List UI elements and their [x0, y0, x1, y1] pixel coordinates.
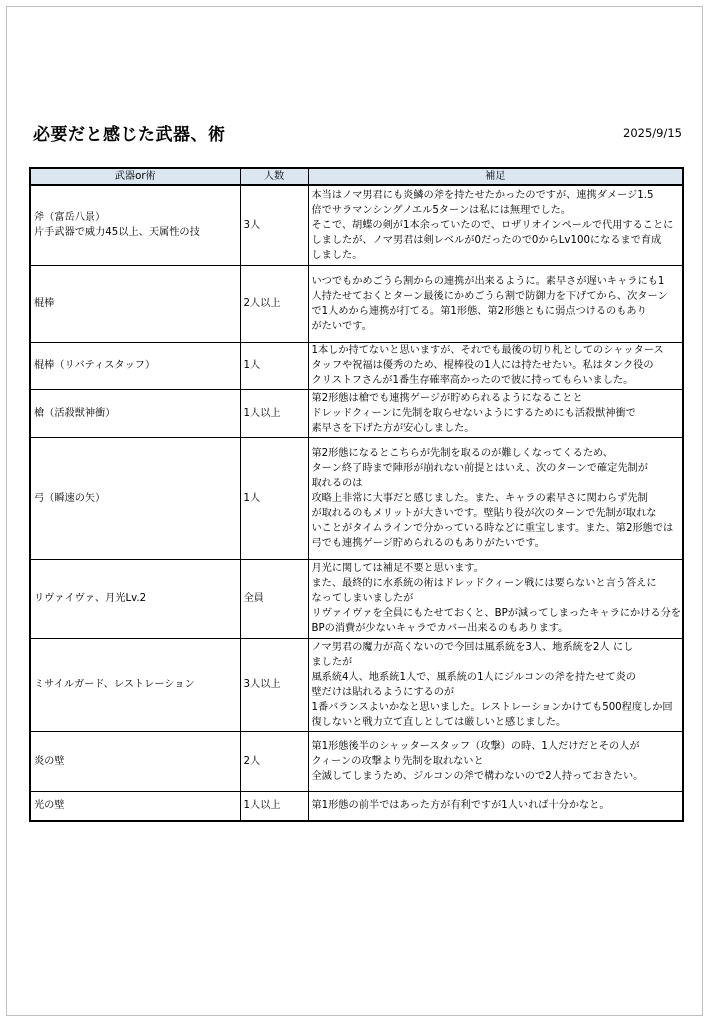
- note-line: 第2形態は槍でも連携ゲージが貯められるようになることと: [311, 392, 583, 404]
- table-row: [30, 185, 683, 265]
- weapon-line: 槍（活殺獣神衝）: [34, 407, 116, 419]
- weapon-line: 弓（瞬速の矢）: [34, 492, 106, 504]
- note-line: 全滅してしまうため、ジルコンの斧で構わないので2人持っておきたい。: [311, 770, 644, 782]
- header-count: 人数: [240, 168, 308, 185]
- note-line: 第1形態の前半ではあった方が有利ですが1人いれば十分かなと。: [311, 800, 610, 812]
- cell-count: 3人以上: [240, 638, 308, 731]
- cell-weapon: [30, 342, 240, 389]
- note-line: リヴァイヴァを全員にもたせておくと、BPが減ってしまったキャラにかける分を: [311, 608, 681, 619]
- cell-note: [308, 731, 683, 791]
- cell-note: [308, 638, 683, 731]
- note-line: 素早さを下げた方が安心しました。: [311, 422, 475, 434]
- weapon-line: 斧（富岳八景）: [34, 212, 106, 224]
- note-line: 風系統4人、地系統1人で、風系統の1人にジルコンの斧を持たせて炎の: [311, 671, 637, 683]
- note-line: しました。: [311, 249, 363, 261]
- table-row: [30, 638, 683, 731]
- note-line: 本当はノマ男君にも炎鱗の斧を持たせたかったのですが、連携ダメージ1.5: [311, 189, 654, 201]
- note-line: そこで、胡蝶の剣が1本余っていたので、ロザリオインペールで代用することに: [311, 219, 674, 231]
- note-line: いつでもかめごうら割からの連携が出来るように。素早さが遅いキャラにも1: [311, 275, 665, 287]
- cell-note: [308, 265, 683, 342]
- note-line: 1番バランスよいかなと思いました。レストレーションかけても500程度しか回: [311, 701, 673, 713]
- weapon-line: 片手武器で威力45以上、天属性の技: [34, 227, 200, 239]
- cell-weapon: [30, 791, 240, 821]
- cell-count: 1人以上: [240, 791, 308, 821]
- cell-count: 2人: [240, 731, 308, 791]
- weapon-line: 炎の壁: [34, 755, 65, 767]
- cell-note: [308, 185, 683, 265]
- header-weapon: 武器or術: [30, 168, 240, 185]
- cell-count: 3人: [240, 185, 308, 265]
- note-line: で1人めから連携が打てる。第1形態、第2形態ともに弱点つけるのもあり: [311, 305, 647, 317]
- cell-note: [308, 342, 683, 389]
- cell-weapon: [30, 185, 240, 265]
- table-header-row: [30, 168, 683, 185]
- note-line: タッフや祝福は優秀のため、棍棒役の1人には持たせたい。私はタンク役の: [311, 360, 654, 371]
- table-row: [30, 731, 683, 791]
- note-line: なってしまいましたが: [311, 593, 414, 604]
- note-line: 復しないと戦力立て直しとしては厳しいと感じました。: [311, 716, 567, 728]
- note-line: また、最終的に水系統の術はドレッドクィーン戦には要らないと言う答えに: [311, 578, 657, 589]
- note-line: ましたが: [311, 656, 353, 668]
- note-line: 取れるのは: [311, 477, 363, 489]
- cell-weapon: [30, 731, 240, 791]
- cell-note: [308, 559, 683, 638]
- table-row: [30, 437, 683, 559]
- note-line: 月光に関しては補足不要と思います。: [311, 563, 484, 574]
- note-line: 倍でサラマンシングノエル5ターンは私には無理でした。: [311, 204, 572, 216]
- note-line: 人持たせておくとターン最後にかめごうら割で防御力を下げてから、次ターン: [311, 290, 668, 302]
- cell-note: [308, 437, 683, 559]
- note-line: 第1形態後半のシャッタースタッフ（攻撃）の時、1人だけだとその人が: [311, 740, 640, 752]
- document-title: 必要だと感じた武器、術: [33, 125, 226, 145]
- cell-weapon: [30, 638, 240, 731]
- weapon-line: 棍棒（リバティスタッフ）: [34, 360, 156, 371]
- document-date: 2025/9/15: [623, 126, 682, 140]
- table-row: [30, 265, 683, 342]
- note-line: 壁だけは貼れるようにするのが: [311, 686, 455, 698]
- note-line: ノマ男君の魔力が高くないので今回は風系統を3人、地系統を2人 にし: [311, 641, 634, 653]
- weapon-line: 棍棒: [34, 298, 55, 309]
- table-body: [30, 185, 683, 821]
- weapon-line: 光の壁: [34, 800, 65, 812]
- note-line: しましたが、ノマ男君は剣レベルが0だったので0からLv100になるまで育成: [311, 234, 662, 246]
- header-note: 補足: [308, 168, 683, 185]
- note-line: ドレッドクィーンに先制を取らせないようにするためにも活殺獣神衝で: [311, 407, 636, 419]
- note-line: クリストフさんが1番生存確率高かったので彼に持ってもらいました。: [311, 375, 634, 386]
- cell-count: 1人: [240, 437, 308, 559]
- note-line: ターン終了時まで陣形が崩れない前提とはいえ、次のターンで確定先制が: [311, 462, 648, 474]
- note-line: クィーンの攻撃より先制を取れないと: [311, 755, 484, 767]
- note-line: BPの消費が少ないキャラでカバー出来るのもあります。: [311, 623, 569, 634]
- table-row: [30, 791, 683, 821]
- weapons-table: [29, 167, 684, 822]
- note-line: 1本しか持てないと思いますが、それでも最後の切り札としてのシャッタース: [311, 345, 664, 356]
- note-line: がたいです。: [311, 320, 372, 332]
- note-line: いことがタイムラインで分かっている時などに重宝します。また、第2形態では: [311, 522, 674, 534]
- cell-count: 1人: [240, 342, 308, 389]
- cell-weapon: [30, 559, 240, 638]
- note-line: 攻略上非常に大事だと感じました。また、キャラの素早さに関わらず先制: [311, 492, 648, 504]
- cell-count: 全員: [240, 559, 308, 638]
- note-line: 第2形態になるとこちらが先制を取るのが難しくなってくるため、: [311, 447, 614, 459]
- cell-note: [308, 791, 683, 821]
- weapon-line: リヴァイヴァ、月光Lv.2: [34, 593, 147, 604]
- cell-count: 1人以上: [240, 389, 308, 437]
- cell-weapon: [30, 389, 240, 437]
- cell-count: 2人以上: [240, 265, 308, 342]
- cell-weapon: [30, 265, 240, 342]
- table-row: [30, 389, 683, 437]
- table-row: [30, 342, 683, 389]
- cell-note: [308, 389, 683, 437]
- weapon-line: ミサイルガード、レストレーション: [34, 679, 195, 690]
- table-row: [30, 559, 683, 638]
- note-line: が取れるのもメリットが大きいです。壁貼り役が次のターンで先制が取れな: [311, 507, 657, 519]
- note-line: 弓でも連携ゲージ貯められるのもありがたいです。: [311, 537, 545, 549]
- cell-weapon: [30, 437, 240, 559]
